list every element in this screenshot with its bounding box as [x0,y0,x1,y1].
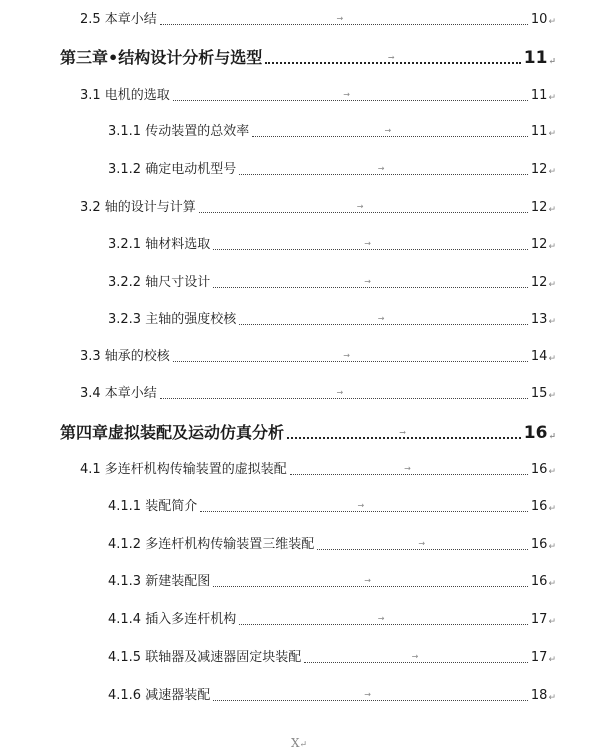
dot-leader [304,652,528,663]
toc-entry-label: 3.2 轴的设计与计算 [80,200,196,215]
dot-leader [213,576,528,587]
paragraph-mark-icon: ↵ [548,93,556,103]
tab-mark-icon: → [336,14,344,23]
toc-entry-3-4[interactable] [80,386,556,402]
toc-entry-page: 11 [530,88,548,103]
paragraph-mark-icon: ↵ [299,740,308,750]
toc-entry-label: 4.1.5 联轴器及减速器固定块装配 [108,650,302,665]
toc-entry-label: 第三章•结构设计分析与选型 [60,48,263,67]
toc-entry-page: 16 [530,462,548,477]
tab-mark-icon: → [377,614,385,623]
paragraph-mark-icon: ↵ [548,391,556,401]
toc-entry-4-1-5[interactable] [108,650,556,666]
toc-entry-page: 12 [530,275,548,290]
tab-mark-icon: → [343,351,350,360]
paragraph-mark-icon: ↵ [548,17,556,27]
dot-leader [173,90,528,101]
toc-entry-4-1-4[interactable] [108,612,556,628]
paragraph-mark-icon: ↵ [548,655,556,665]
tab-mark-icon: → [387,52,395,62]
toc-entry-label: 4.1 多连杆机构传输装置的虚拟装配 [80,462,287,477]
tab-mark-icon: → [399,427,406,437]
paragraph-mark-icon: ↵ [548,317,556,327]
toc-entry-label: 2.5 本章小结 [80,12,157,27]
tab-mark-icon: → [364,690,371,699]
toc-entry-page: 13 [530,312,548,327]
toc-entry-page: 18 [530,688,548,703]
toc-entry-3-2[interactable] [80,200,556,216]
tab-mark-icon: → [357,501,365,510]
toc-entry-page: 16 [530,574,548,589]
toc-chapter-4[interactable] [60,423,556,443]
paragraph-mark-icon: ↵ [548,504,556,514]
paragraph-mark-icon: ↵ [548,432,556,442]
toc-entry-label: 4.1.1 装配简介 [108,499,198,514]
tab-mark-icon: → [364,576,371,585]
toc-entry-4-1-3[interactable] [108,574,556,590]
paragraph-mark-icon: ↵ [548,579,556,589]
tab-mark-icon: → [356,202,364,211]
paragraph-mark-icon: ↵ [548,280,556,290]
toc-entry-4-1-1[interactable] [108,499,556,515]
toc-entry-page: 17 [530,612,548,627]
toc-entry-3-1-2[interactable] [108,162,556,178]
toc-entry-label: 4.1.6 减速器装配 [108,688,211,703]
paragraph-mark-icon: ↵ [548,354,556,364]
dot-leader [199,202,528,213]
paragraph-mark-icon: ↵ [548,57,556,67]
tab-mark-icon: → [364,239,371,248]
paragraph-mark-icon: ↵ [548,617,556,627]
toc-entry-page: 12 [530,237,548,252]
dot-leader [213,690,528,701]
toc-entry-label: 4.1.3 新建装配图 [108,574,211,589]
toc-entry-label: 3.2.3 主轴的强度校核 [108,312,237,327]
paragraph-mark-icon: ↵ [548,205,556,215]
dot-leader [317,539,528,550]
footer-text: X [291,736,300,750]
toc-entry-3-1[interactable] [80,88,556,104]
dot-leader [239,314,528,325]
toc-entry-page: 16 [530,499,548,514]
toc-entry-page: 10 [530,12,548,27]
toc-entry-page: 11 [530,124,548,139]
toc-entry-label: 4.1.4 插入多连杆机构 [108,612,237,627]
toc-entry-3-2-2[interactable] [108,275,556,291]
paragraph-mark-icon: ↵ [548,129,556,139]
dot-leader [239,614,528,625]
paragraph-mark-icon: ↵ [548,693,556,703]
toc-chapter-3[interactable] [60,48,556,68]
tab-mark-icon: → [418,539,426,548]
tab-mark-icon: → [377,314,385,323]
toc-entry-label: 第四章虚拟装配及运动仿真分析 [60,423,285,442]
dot-leader [160,388,528,399]
toc-entry-label: 3.1.2 确定电动机型号 [108,162,237,177]
toc-entry-label: 3.2.2 轴尺寸设计 [108,275,211,290]
toc-entry-page: 11 [523,48,548,68]
toc-entry-label: 3.2.1 轴材料选取 [108,237,211,252]
toc-entry-label: 3.4 本章小结 [80,386,157,401]
toc-entry-label: 3.3 轴承的校核 [80,349,170,364]
toc-entry-3-2-1[interactable] [108,237,556,253]
paragraph-mark-icon: ↵ [548,167,556,177]
toc-entry-page: 16 [530,537,548,552]
tab-mark-icon: → [404,464,411,473]
dot-leader [252,126,528,137]
dot-leader [287,427,521,439]
dot-leader [160,14,528,25]
toc-entry-4-1-2[interactable] [108,537,556,553]
toc-entry-3-2-3[interactable] [108,312,556,328]
tab-mark-icon: → [377,164,385,173]
tab-mark-icon: → [364,277,371,286]
toc-entry-label: 4.1.2 多连杆机构传输装置三维装配 [108,537,315,552]
dot-leader [239,164,528,175]
toc-entry-page: 15 [530,386,548,401]
dot-leader [213,277,528,288]
toc-entry-page: 12 [530,200,548,215]
toc-entry-page: 14 [530,349,548,364]
paragraph-mark-icon: ↵ [548,542,556,552]
paragraph-mark-icon: ↵ [548,467,556,477]
paragraph-mark-icon: ↵ [548,242,556,252]
tab-mark-icon: → [343,90,350,99]
tab-mark-icon: → [411,652,419,661]
dot-leader [265,52,521,64]
dot-leader [200,501,528,512]
dot-leader [290,464,528,475]
toc-entry-2-5[interactable] [80,12,556,28]
toc-entry-3-1-1[interactable] [108,124,556,140]
toc-entry-4-1[interactable] [80,462,556,478]
toc-entry-4-1-6[interactable] [108,688,556,704]
toc-entry-page: 17 [530,650,548,665]
toc-entry-3-3[interactable] [80,349,556,365]
tab-mark-icon: → [336,388,344,397]
tab-mark-icon: → [384,126,392,135]
page-footer-mark [291,736,307,750]
toc-entry-page: 16 [523,423,548,443]
toc-entry-label: 3.1 电机的选取 [80,88,170,103]
dot-leader [213,239,528,250]
dot-leader [173,351,528,362]
toc-entry-label: 3.1.1 传动装置的总效率 [108,124,250,139]
toc-entry-page: 12 [530,162,548,177]
